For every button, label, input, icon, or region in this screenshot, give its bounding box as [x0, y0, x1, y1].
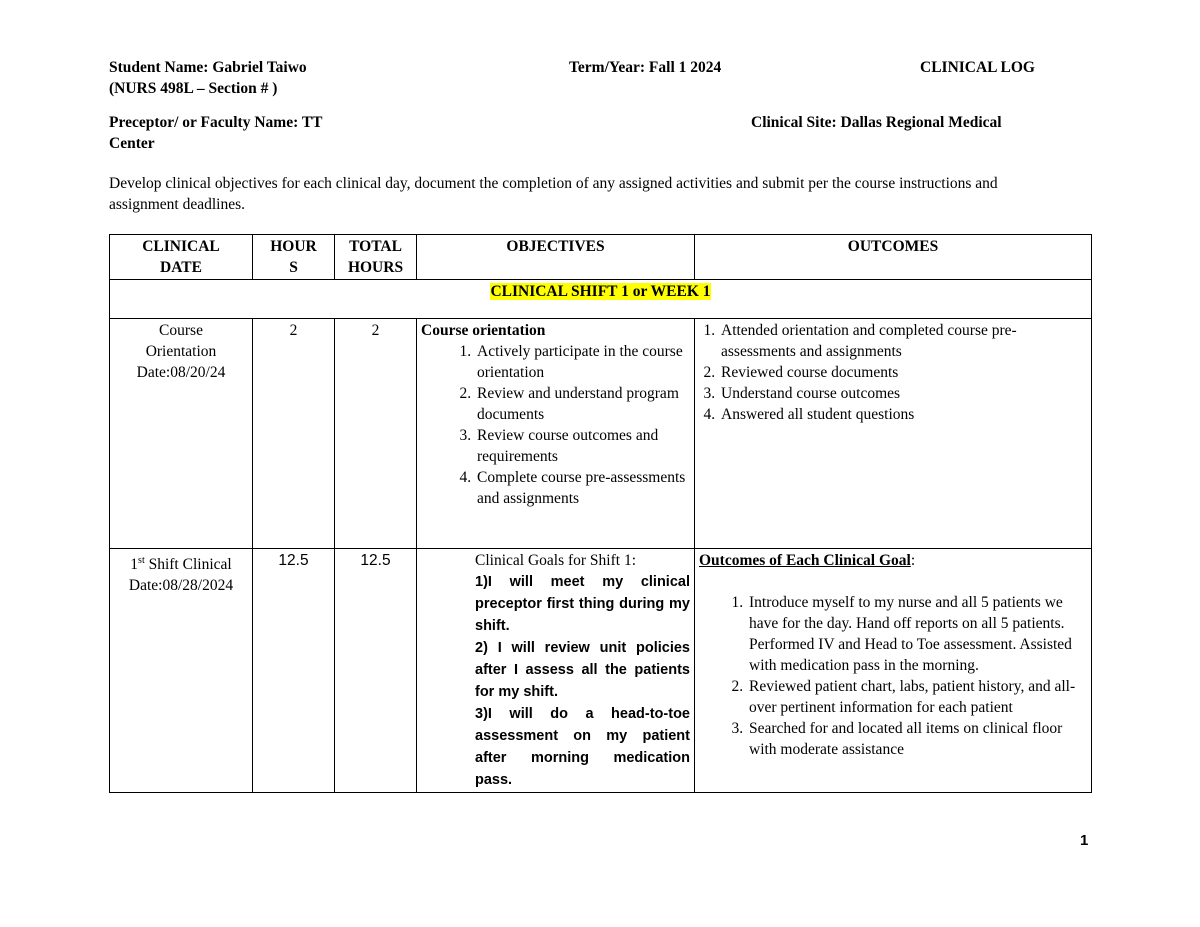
list-item: 2. Review and understand program documents [475, 383, 690, 425]
col-header-hours: HOUR S [253, 235, 335, 280]
row1-objectives [417, 319, 695, 549]
row1-outcomes [695, 319, 1092, 549]
clinical-log-table [109, 234, 1092, 793]
instructions-paragraph: Develop clinical objectives for each clinical day, document the completion of any assigned activities and submit per the course instructions and assignment deadlines. [109, 175, 998, 213]
log-title: CLINICAL LOG [920, 59, 1035, 76]
row1-total: 2 [335, 319, 417, 549]
list-item: 1. Actively participate in the course orientation [475, 341, 690, 383]
list-item: 4. Answered all student questions [719, 404, 1087, 425]
clinical-site: Clinical Site: Dallas Regional Medical [751, 114, 1002, 131]
goal-item: 1)I will meet my clinical preceptor first thing during my shift. [475, 574, 690, 634]
col-header-objectives: OBJECTIVES [417, 235, 695, 280]
row2-hours: 12.5 [253, 549, 335, 793]
list-item: 2. Reviewed patient chart, labs, patient history, and all-over pertinent information for each patient [747, 676, 1087, 718]
table-row [110, 319, 1092, 549]
row2-objectives [417, 549, 695, 793]
list-item: 3. Searched for and located all items on clinical floor with moderate assistance [747, 718, 1087, 760]
col-header-total-hours: TOTAL HOURS [335, 235, 417, 280]
goal-item: 3)I will do a head-to-toe assessment on my patient after morning medication pass. [475, 706, 690, 788]
list-item: 2. Reviewed course documents [719, 362, 1087, 383]
row1-hours: 2 [253, 319, 335, 549]
row2-goals-title: Clinical Goals for Shift 1: [475, 552, 637, 569]
preceptor-name: Preceptor/ or Faculty Name: TT [109, 114, 323, 131]
row2-date: 1st Shift Clinical Date:08/28/2024 [110, 549, 253, 793]
row2-outcomes-title: Outcomes of Each Clinical Goal [699, 552, 911, 569]
list-item: 3. Understand course outcomes [719, 383, 1087, 404]
section-title: CLINICAL SHIFT 1 or WEEK 1 [490, 283, 711, 300]
row1-objective-title: Course orientation [421, 322, 546, 339]
section-row [110, 280, 1092, 319]
goal-item: 2) I will review unit policies after I assess all the patients for my shift. [475, 640, 690, 700]
row2-outcomes: Outcomes of Each Clinical Goal: 1. Introduce myself to my nurse and all 5 patients we have for the day. Hand off reports on all 5 patients. Performed IV and Head to Toe assessment. Assisted with medication pass in the morning. 2. Reviewed patient chart, labs, patient history, and all-over pertinent information for each patient 3. Searched for and located all items on clinical floor with moderate assistance [695, 549, 1092, 793]
col-header-date: CLINICAL DATE [110, 235, 253, 280]
section-title-cell [110, 280, 1092, 319]
list-item: 4. Complete course pre-assessments and assignments [475, 467, 690, 509]
list-item: 1. Attended orientation and completed course pre-assessments and assignments [719, 320, 1087, 362]
list-item: 3. Review course outcomes and requirements [475, 425, 690, 467]
term-year: Term/Year: Fall 1 2024 [569, 59, 722, 76]
clinical-site-cont: Center [109, 135, 155, 152]
list-item: 1. Introduce myself to my nurse and all 5 patients we have for the day. Hand off reports on all 5 patients. Performed IV and Head to Toe assessment. Assisted with medication pass in the morning. [747, 592, 1087, 676]
table-row [110, 549, 1092, 793]
table-header-row [110, 235, 1092, 280]
col-header-outcomes: OUTCOMES [695, 235, 1092, 280]
row2-total: 12.5 [335, 549, 417, 793]
row1-date: Course Orientation Date:08/20/24 [110, 319, 253, 549]
page-number: 1 [1080, 832, 1089, 849]
student-name: Student Name: Gabriel Taiwo [109, 59, 307, 76]
course-section: (NURS 498L – Section # ) [109, 80, 278, 97]
